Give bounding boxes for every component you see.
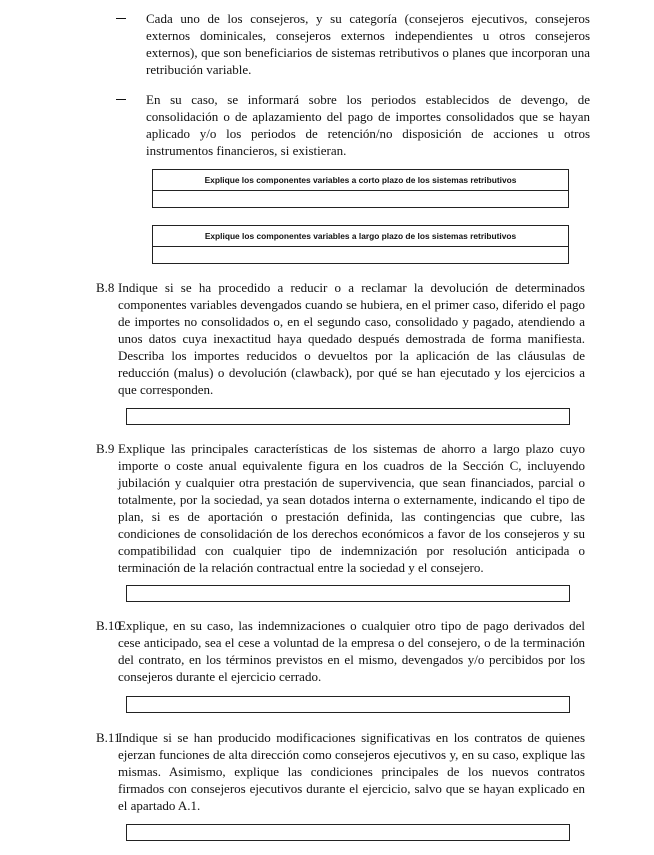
- box-header: Explique los componentes variables a corto plazo de los sistemas retributivos: [153, 170, 568, 191]
- section-number: B.11: [96, 730, 121, 745]
- bullet-item: [118, 91, 590, 159]
- section-text: Explique las principales características de los sistemas de ahorro a largo plazo cuyo importe o coste anual equivalente figura en los cuadros de la Sección C, incluyendo jubilación y cualquier otra prestación de supervivencia, que sean financiados, parcial o totalmente, por la sociedad, ya sean dotados interna o externamente, indicando el tipo de plan, si es de aportación o prestación definida, las contingencias que cubre, las condiciones de consolidación de los derechos económicos a favor de los consejeros y su compatibilidad con cualquier tipo de indemnización por resolución anticipada o terminación de la relación contractual entre la sociedad y el consejero.: [118, 441, 585, 575]
- dash-bullet-icon: [116, 10, 128, 27]
- section-b11: [96, 729, 585, 814]
- section-text: Indique si se ha procedido a reducir o a reclamar la devolución de determinados componentes variables devengados cuando se hubiera, en el primer caso, diferido el pago de importes no consolidados o, en el segundo caso, consolidado y pagado, atendiendo a unos datos cuya inexactitud haya quedado después demostrada de forma manifiesta. Describa los importes reducidos o devueltos por la aplicación de las cláusulas de reducción (malus) o devolución (clawback), por qué se han ejecutado y los ejercicios a que corresponden.: [118, 280, 585, 397]
- box-answer-field[interactable]: [153, 247, 568, 263]
- bullet-text: Cada uno de los consejeros, y su categoría (consejeros ejecutivos, consejeros externos dominicales, consejeros externos independientes u otros consejeros externos), que son beneficiarios de sistemas retributivos o planes que incorporan una retribución variable.: [146, 11, 590, 77]
- bullet-item: [118, 10, 590, 78]
- b8-answer-field[interactable]: [126, 408, 570, 425]
- box-header: Explique los componentes variables a largo plazo de los sistemas retributivos: [153, 226, 568, 247]
- section-b10: [96, 617, 585, 685]
- section-number: B.9: [96, 441, 115, 456]
- b10-answer-field[interactable]: [126, 696, 570, 713]
- bullet-text: En su caso, se informará sobre los periodos establecidos de devengo, de consolidación o de aplazamiento del pago de importes consolidados que se hayan aplicado y/o los periodos de retención/no disposición de acciones u otros instrumentos financieros, si existieran.: [146, 92, 590, 158]
- long-term-variable-box: [152, 225, 569, 264]
- section-text: Explique, en su caso, las indemnizaciones o cualquier otro tipo de pago derivados del cese anticipado, sea el cese a voluntad de la empresa o del consejero, o de la terminación del contrato, en los términos previstos en el mismo, devengados y/o percibidos por los consejeros durante el ejercicio cerrado.: [118, 618, 585, 684]
- section-number: B.8: [96, 280, 115, 295]
- dash-bullet-icon: [116, 91, 128, 108]
- section-b8: [96, 279, 585, 398]
- b11-answer-field[interactable]: [126, 824, 570, 841]
- box-answer-field[interactable]: [153, 191, 568, 207]
- short-term-variable-box: [152, 169, 569, 208]
- section-number: B.10: [96, 618, 121, 633]
- b9-answer-field[interactable]: [126, 585, 570, 602]
- section-b9: [96, 440, 585, 576]
- section-text: Indique si se han producido modificaciones significativas en los contratos de quienes ejerzan funciones de alta dirección como consejeros ejecutivos y, en su caso, explique las mismas. Asimismo, explique las condiciones principales de los nuevos contratos firmados con consejeros ejecutivos durante el ejercicio, salvo que se hayan explicado en el apartado A.1.: [118, 730, 585, 813]
